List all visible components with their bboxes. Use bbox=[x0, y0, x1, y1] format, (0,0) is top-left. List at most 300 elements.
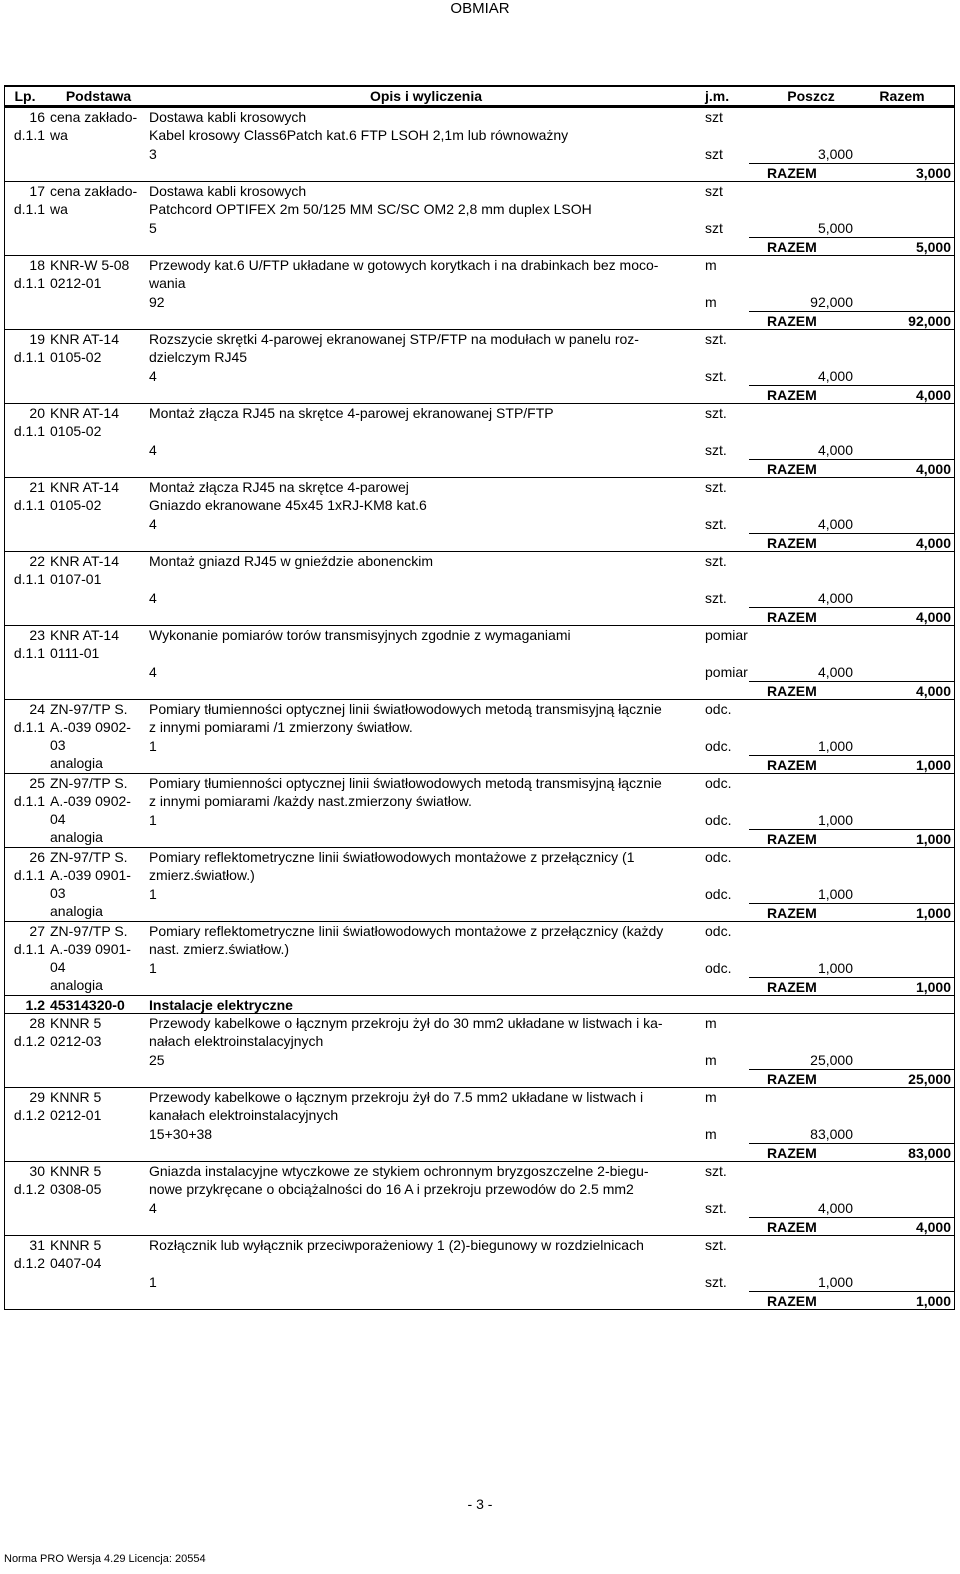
description-line: Dostawa kabli krosowych bbox=[149, 109, 307, 125]
description-line: Patchcord OPTIFEX 2m 50/125 MM SC/SC OM2 2,8 mm duplex LSOH bbox=[149, 201, 592, 217]
base-line: wa bbox=[50, 127, 68, 143]
item-subsection: d.1.1 bbox=[13, 497, 45, 513]
razem-label: RAZEM bbox=[767, 683, 817, 699]
item-number-cell bbox=[5, 774, 47, 846]
quantity-unit: pomiar bbox=[705, 664, 748, 680]
quantity-value: 4,000 bbox=[817, 368, 853, 384]
quantity-expression: 92 bbox=[149, 294, 165, 310]
base-line: ZN-97/TP S. bbox=[50, 775, 128, 791]
razem-row bbox=[749, 163, 954, 182]
item-number: 25 bbox=[29, 775, 45, 791]
quantity-value: 25,000 bbox=[810, 1052, 853, 1068]
item-number: 23 bbox=[29, 627, 45, 643]
description-cell bbox=[147, 330, 703, 366]
item-subsection: d.1.1 bbox=[13, 793, 45, 809]
razem-label: RAZEM bbox=[767, 1145, 817, 1161]
quantity-expression: 15+30+38 bbox=[149, 1126, 213, 1142]
quantity-line bbox=[5, 515, 954, 533]
table-row bbox=[5, 699, 954, 773]
base-line: 0407-04 bbox=[50, 1255, 102, 1271]
table-header bbox=[5, 85, 954, 107]
quantity-value: 4,000 bbox=[817, 1200, 853, 1216]
base-cell bbox=[47, 478, 147, 514]
unit: szt bbox=[705, 183, 723, 199]
section-code: 45314320-0 bbox=[50, 997, 125, 1013]
base-line: 0105-02 bbox=[50, 349, 102, 365]
item-number: 31 bbox=[29, 1237, 45, 1253]
quantity-line bbox=[5, 737, 954, 755]
quantity-unit: odc. bbox=[705, 812, 732, 828]
razem-value: 4,000 bbox=[915, 461, 951, 477]
quantity-expression: 4 bbox=[149, 590, 157, 606]
unit: m bbox=[705, 1015, 717, 1031]
razem-value: 4,000 bbox=[915, 609, 951, 625]
description-line: Pomiary reflektometryczne linii światłowodowych montażowe z przełącznicy (każdy bbox=[149, 923, 664, 939]
table-body bbox=[5, 107, 954, 1309]
base-cell bbox=[47, 552, 147, 588]
unit: szt. bbox=[705, 405, 727, 421]
item-subsection: d.1.1 bbox=[13, 719, 45, 735]
item-number: 17 bbox=[29, 183, 45, 199]
item-number-cell bbox=[5, 404, 47, 440]
quantity-value: 3,000 bbox=[817, 146, 853, 162]
quantity-line bbox=[5, 1199, 954, 1217]
description-line: Gniazdo ekranowane 45x45 1xRJ-KM8 kat.6 bbox=[149, 497, 427, 513]
quantity-expression: 1 bbox=[149, 1274, 157, 1290]
item-number-cell bbox=[5, 182, 47, 218]
base-line: KNNR 5 bbox=[50, 1015, 102, 1031]
item-number: 19 bbox=[29, 331, 45, 347]
item-subsection: d.1.1 bbox=[13, 867, 45, 883]
quantity-expression: 25 bbox=[149, 1052, 165, 1068]
description-cell bbox=[147, 922, 703, 994]
razem-value: 4,000 bbox=[915, 387, 951, 403]
item-subsection: d.1.1 bbox=[13, 201, 45, 217]
item-number-cell bbox=[5, 1014, 47, 1050]
base-line: 0111-01 bbox=[50, 645, 100, 661]
base-cell bbox=[47, 848, 147, 920]
quantity-unit: szt. bbox=[705, 1274, 727, 1290]
unit: szt. bbox=[705, 331, 727, 347]
quantity-expression: 1 bbox=[149, 960, 157, 976]
description-line: Gniazda instalacyjne wtyczkowe ze stykiem ochronnym bryzgoszczelne 2-biegu- bbox=[149, 1163, 649, 1179]
header-total: Razem bbox=[879, 88, 925, 104]
description-line: Przewody kat.6 U/FTP układane w gotowych korytkach i na drabinkach bez moco- bbox=[149, 257, 659, 273]
table-row bbox=[5, 181, 954, 255]
quantity-expression: 5 bbox=[149, 220, 157, 236]
header-lp: Lp. bbox=[14, 88, 36, 104]
quantity-value: 1,000 bbox=[817, 886, 853, 902]
description-cell bbox=[147, 182, 703, 218]
razem-row bbox=[749, 681, 954, 700]
razem-value: 1,000 bbox=[915, 905, 951, 921]
item-number-cell bbox=[5, 848, 47, 920]
item-subsection: d.1.1 bbox=[13, 423, 45, 439]
unit: odc. bbox=[705, 701, 732, 717]
unit: szt. bbox=[705, 1163, 727, 1179]
quantity-expression: 1 bbox=[149, 812, 157, 828]
unit: szt. bbox=[705, 553, 727, 569]
base-line: A.-039 0902- bbox=[50, 719, 131, 735]
description-cell bbox=[147, 552, 703, 588]
base-line: ZN-97/TP S. bbox=[50, 923, 128, 939]
item-subsection: d.1.1 bbox=[13, 645, 45, 661]
base-line: cena zakłado- bbox=[50, 183, 138, 199]
item-subsection: d.1.1 bbox=[13, 127, 45, 143]
table-row bbox=[5, 1087, 954, 1161]
razem-label: RAZEM bbox=[767, 165, 817, 181]
description-cell bbox=[147, 1162, 703, 1198]
base-cell bbox=[47, 1088, 147, 1124]
base-line: KNR AT-14 bbox=[50, 479, 119, 495]
description-line: Montaż złącza RJ45 na skrętce 4-parowej ekranowanej STP/FTP bbox=[149, 405, 554, 421]
base-cell bbox=[47, 700, 147, 772]
description-line: Montaż gniazd RJ45 w gnieździe abonenckim bbox=[149, 553, 434, 569]
quantity-value: 5,000 bbox=[817, 220, 853, 236]
base-line: KNNR 5 bbox=[50, 1163, 102, 1179]
razem-value: 4,000 bbox=[915, 1219, 951, 1235]
quantity-line bbox=[5, 1125, 954, 1143]
base-line: wa bbox=[50, 201, 68, 217]
base-line: ZN-97/TP S. bbox=[50, 849, 128, 865]
item-subsection: d.1.1 bbox=[13, 275, 45, 291]
razem-row bbox=[749, 311, 954, 330]
item-number: 20 bbox=[29, 405, 45, 421]
base-line: 0212-01 bbox=[50, 275, 102, 291]
item-subsection: d.1.2 bbox=[13, 1033, 45, 1049]
base-line: A.-039 0902- bbox=[50, 793, 131, 809]
item-number: 21 bbox=[29, 479, 45, 495]
quantity-unit: odc. bbox=[705, 886, 732, 902]
quantity-unit: szt. bbox=[705, 590, 727, 606]
item-number: 26 bbox=[29, 849, 45, 865]
quantity-unit: szt. bbox=[705, 1200, 727, 1216]
razem-row bbox=[749, 755, 954, 774]
base-line: ZN-97/TP S. bbox=[50, 701, 128, 717]
item-number: 27 bbox=[29, 923, 45, 939]
quantity-value: 92,000 bbox=[810, 294, 853, 310]
quantity-line bbox=[5, 589, 954, 607]
base-cell bbox=[47, 256, 147, 292]
unit: m bbox=[705, 1089, 717, 1105]
item-number-cell bbox=[5, 1088, 47, 1124]
document-title: OBMIAR bbox=[450, 0, 510, 17]
unit: odc. bbox=[705, 923, 732, 939]
item-number: 24 bbox=[29, 701, 45, 717]
quantity-expression: 3 bbox=[149, 146, 157, 162]
base-line: KNR AT-14 bbox=[50, 405, 119, 421]
table-row bbox=[5, 847, 954, 921]
item-number-cell bbox=[5, 552, 47, 588]
razem-row bbox=[749, 607, 954, 626]
base-line: 03 bbox=[50, 885, 66, 901]
base-line: analogia bbox=[50, 829, 103, 845]
item-number-cell bbox=[5, 478, 47, 514]
description-cell bbox=[147, 700, 703, 772]
section-number: 1.2 bbox=[25, 997, 45, 1013]
razem-label: RAZEM bbox=[767, 1293, 817, 1309]
razem-label: RAZEM bbox=[767, 535, 817, 551]
base-line: KNNR 5 bbox=[50, 1089, 102, 1105]
description-cell bbox=[147, 108, 703, 144]
quantity-unit: szt bbox=[705, 146, 723, 162]
quantity-unit: szt. bbox=[705, 368, 727, 384]
razem-row bbox=[749, 1143, 954, 1162]
description-cell bbox=[147, 404, 703, 440]
description-line: Przewody kabelkowe o łącznym przekroju żył do 30 mm2 układane w listwach i ka- bbox=[149, 1015, 663, 1031]
item-number: 30 bbox=[29, 1163, 45, 1179]
quantity-unit: odc. bbox=[705, 738, 732, 754]
razem-label: RAZEM bbox=[767, 831, 817, 847]
table-row bbox=[5, 403, 954, 477]
base-cell bbox=[47, 330, 147, 366]
description-line: Rozłącznik lub wyłącznik przeciwporażeniowy 1 (2)-biegunowy w rozdzielnicach bbox=[149, 1237, 644, 1253]
quantity-expression: 4 bbox=[149, 368, 157, 384]
description-cell bbox=[147, 1014, 703, 1050]
base-line: cena zakłado- bbox=[50, 109, 138, 125]
base-line: 04 bbox=[50, 811, 66, 827]
base-line: KNR-W 5-08 bbox=[50, 257, 130, 273]
description-cell bbox=[147, 1236, 703, 1272]
razem-label: RAZEM bbox=[767, 387, 817, 403]
razem-value: 1,000 bbox=[915, 979, 951, 995]
software-footer: Norma PRO Wersja 4.29 Licencja: 20554 bbox=[4, 1553, 206, 1565]
base-cell bbox=[47, 182, 147, 218]
quantity-value: 1,000 bbox=[817, 812, 853, 828]
description-line: Montaż złącza RJ45 na skrętce 4-parowej bbox=[149, 479, 409, 495]
razem-row bbox=[749, 829, 954, 848]
header-description: Opis i wyliczenia bbox=[369, 88, 483, 104]
base-cell bbox=[47, 1236, 147, 1272]
base-line: A.-039 0901- bbox=[50, 867, 131, 883]
razem-row bbox=[749, 1291, 954, 1310]
item-number-cell bbox=[5, 922, 47, 994]
razem-row bbox=[749, 237, 954, 256]
razem-row bbox=[749, 1217, 954, 1236]
quantity-line bbox=[5, 145, 954, 163]
description-line: kanałach elektroinstalacyjnych bbox=[149, 1107, 339, 1123]
quantity-line bbox=[5, 1051, 954, 1069]
table-row bbox=[5, 773, 954, 847]
item-subsection: d.1.2 bbox=[13, 1181, 45, 1197]
header-unit: j.m. bbox=[705, 88, 730, 104]
razem-row bbox=[749, 1069, 954, 1088]
unit: szt. bbox=[705, 1237, 727, 1253]
description-line: Przewody kabelkowe o łącznym przekroju żył do 7.5 mm2 układane w listwach i bbox=[149, 1089, 644, 1105]
description-cell bbox=[147, 774, 703, 846]
quantity-line bbox=[5, 219, 954, 237]
base-cell bbox=[47, 108, 147, 144]
description-line: nałach elektroinstalacyjnych bbox=[149, 1033, 324, 1049]
item-subsection: d.1.2 bbox=[13, 1107, 45, 1123]
item-number: 18 bbox=[29, 257, 45, 273]
base-line: 0308-05 bbox=[50, 1181, 102, 1197]
quantity-unit: m bbox=[705, 294, 717, 310]
quantity-value: 4,000 bbox=[817, 442, 853, 458]
quantity-value: 1,000 bbox=[817, 1274, 853, 1290]
header-base: Podstawa bbox=[65, 88, 132, 104]
razem-value: 92,000 bbox=[908, 313, 951, 329]
quantity-line bbox=[5, 663, 954, 681]
base-line: KNR AT-14 bbox=[50, 553, 119, 569]
quantity-line bbox=[5, 811, 954, 829]
razem-value: 5,000 bbox=[915, 239, 951, 255]
quantity-line bbox=[5, 367, 954, 385]
base-line: A.-039 0901- bbox=[50, 941, 131, 957]
quantity-value: 4,000 bbox=[817, 590, 853, 606]
header-quantity: Poszcz bbox=[787, 88, 835, 104]
razem-value: 4,000 bbox=[915, 683, 951, 699]
quantity-expression: 4 bbox=[149, 516, 157, 532]
razem-value: 1,000 bbox=[915, 1293, 951, 1309]
razem-label: RAZEM bbox=[767, 757, 817, 773]
quantity-expression: 4 bbox=[149, 1200, 157, 1216]
base-line: 0105-02 bbox=[50, 423, 102, 439]
quantity-line bbox=[5, 1273, 954, 1291]
item-subsection: d.1.1 bbox=[13, 349, 45, 365]
razem-label: RAZEM bbox=[767, 1071, 817, 1087]
table-row bbox=[5, 477, 954, 551]
base-line: KNNR 5 bbox=[50, 1237, 102, 1253]
item-subsection: d.1.2 bbox=[13, 1255, 45, 1271]
razem-row bbox=[749, 903, 954, 922]
base-line: 0212-03 bbox=[50, 1033, 102, 1049]
quantity-unit: m bbox=[705, 1052, 717, 1068]
razem-value: 3,000 bbox=[915, 165, 951, 181]
section-row bbox=[5, 995, 954, 1013]
item-number: 29 bbox=[29, 1089, 45, 1105]
base-line: analogia bbox=[50, 903, 103, 919]
item-subsection: d.1.1 bbox=[13, 941, 45, 957]
quantity-value: 83,000 bbox=[810, 1126, 853, 1142]
razem-row bbox=[749, 977, 954, 996]
item-number-cell bbox=[5, 256, 47, 292]
quantity-value: 4,000 bbox=[817, 664, 853, 680]
item-number: 22 bbox=[29, 553, 45, 569]
unit: odc. bbox=[705, 775, 732, 791]
table-row bbox=[5, 329, 954, 403]
quantity-line bbox=[5, 293, 954, 311]
page-number: - 3 - bbox=[467, 1496, 493, 1512]
base-line: KNR AT-14 bbox=[50, 627, 119, 643]
table-row bbox=[5, 107, 954, 181]
description-line: z innymi pomiarami /1 zmierzony światłow. bbox=[149, 719, 413, 735]
quantity-expression: 4 bbox=[149, 664, 157, 680]
table-row bbox=[5, 625, 954, 699]
base-line: analogia bbox=[50, 755, 103, 771]
description-line: Pomiary reflektometryczne linii światłowodowych montażowe z przełącznicy (1 bbox=[149, 849, 635, 865]
description-cell bbox=[147, 478, 703, 514]
description-line: Wykonanie pomiarów torów transmisyjnych zgodnie z wymaganiami bbox=[149, 627, 571, 643]
razem-label: RAZEM bbox=[767, 313, 817, 329]
description-line: wania bbox=[149, 275, 186, 291]
razem-label: RAZEM bbox=[767, 461, 817, 477]
razem-value: 1,000 bbox=[915, 831, 951, 847]
table-row bbox=[5, 921, 954, 995]
base-line: 0107-01 bbox=[50, 571, 102, 587]
razem-value: 1,000 bbox=[915, 757, 951, 773]
base-cell bbox=[47, 404, 147, 440]
razem-row bbox=[749, 533, 954, 552]
unit: odc. bbox=[705, 849, 732, 865]
item-number: 28 bbox=[29, 1015, 45, 1031]
base-line: 03 bbox=[50, 737, 66, 753]
section-title: Instalacje elektryczne bbox=[149, 997, 293, 1013]
quantity-line bbox=[5, 959, 954, 977]
description-line: nast. zmierz.światłow.) bbox=[149, 941, 290, 957]
quantity-value: 1,000 bbox=[817, 960, 853, 976]
description-line: Dostawa kabli krosowych bbox=[149, 183, 307, 199]
unit: pomiar bbox=[705, 627, 748, 643]
razem-label: RAZEM bbox=[767, 239, 817, 255]
base-line: analogia bbox=[50, 977, 103, 993]
description-line: zmierz.światłow.) bbox=[149, 867, 255, 883]
quantity-unit: odc. bbox=[705, 960, 732, 976]
base-line: 0105-02 bbox=[50, 497, 102, 513]
unit: m bbox=[705, 257, 717, 273]
razem-value: 83,000 bbox=[908, 1145, 951, 1161]
item-subsection: d.1.1 bbox=[13, 571, 45, 587]
razem-label: RAZEM bbox=[767, 609, 817, 625]
description-line: nowe przykręcane o obciążalności do 16 A i przekroju przewodów do 2.5 mm2 bbox=[149, 1181, 634, 1197]
description-cell bbox=[147, 848, 703, 920]
item-number-cell bbox=[5, 1162, 47, 1198]
quantity-expression: 4 bbox=[149, 442, 157, 458]
base-cell bbox=[47, 626, 147, 662]
item-number: 16 bbox=[29, 109, 45, 125]
table-row bbox=[5, 551, 954, 625]
description-line: z innymi pomiarami /każdy nast.zmierzony światłow. bbox=[149, 793, 472, 809]
item-number-cell bbox=[5, 1236, 47, 1272]
razem-label: RAZEM bbox=[767, 1219, 817, 1235]
base-cell bbox=[47, 1014, 147, 1050]
base-line: 04 bbox=[50, 959, 66, 975]
quantity-line bbox=[5, 885, 954, 903]
quantity-line bbox=[5, 441, 954, 459]
description-cell bbox=[147, 1088, 703, 1124]
description-cell bbox=[147, 256, 703, 292]
quantity-unit: szt bbox=[705, 220, 723, 236]
base-cell bbox=[47, 774, 147, 846]
description-line: dzielczym RJ45 bbox=[149, 349, 248, 365]
description-line: Pomiary tłumienności optycznej linii światłowodowych metodą transmisyjną łącznie bbox=[149, 701, 662, 717]
quantity-expression: 1 bbox=[149, 738, 157, 754]
razem-row bbox=[749, 459, 954, 478]
quantity-value: 4,000 bbox=[817, 516, 853, 532]
table-row bbox=[5, 1013, 954, 1087]
description-line: Pomiary tłumienności optycznej linii światłowodowych metodą transmisyjną łącznie bbox=[149, 775, 662, 791]
razem-value: 25,000 bbox=[908, 1071, 951, 1087]
razem-row bbox=[749, 385, 954, 404]
quantity-unit: szt. bbox=[705, 516, 727, 532]
quantity-value: 1,000 bbox=[817, 738, 853, 754]
measurement-table bbox=[4, 85, 955, 1310]
base-line: 0212-01 bbox=[50, 1107, 102, 1123]
table-row bbox=[5, 255, 954, 329]
item-number-cell bbox=[5, 108, 47, 144]
item-number-cell bbox=[5, 626, 47, 662]
item-number-cell bbox=[5, 330, 47, 366]
description-line: Rozszycie skrętki 4-parowej ekranowanej STP/FTP na modułach w panelu roz- bbox=[149, 331, 639, 347]
quantity-unit: szt. bbox=[705, 442, 727, 458]
description-line: Kabel krosowy Class6Patch kat.6 FTP LSOH 2,1m lub równoważny bbox=[149, 127, 569, 143]
razem-value: 4,000 bbox=[915, 535, 951, 551]
unit: szt bbox=[705, 109, 723, 125]
description-cell bbox=[147, 626, 703, 662]
quantity-expression: 1 bbox=[149, 886, 157, 902]
razem-label: RAZEM bbox=[767, 905, 817, 921]
base-cell bbox=[47, 1162, 147, 1198]
